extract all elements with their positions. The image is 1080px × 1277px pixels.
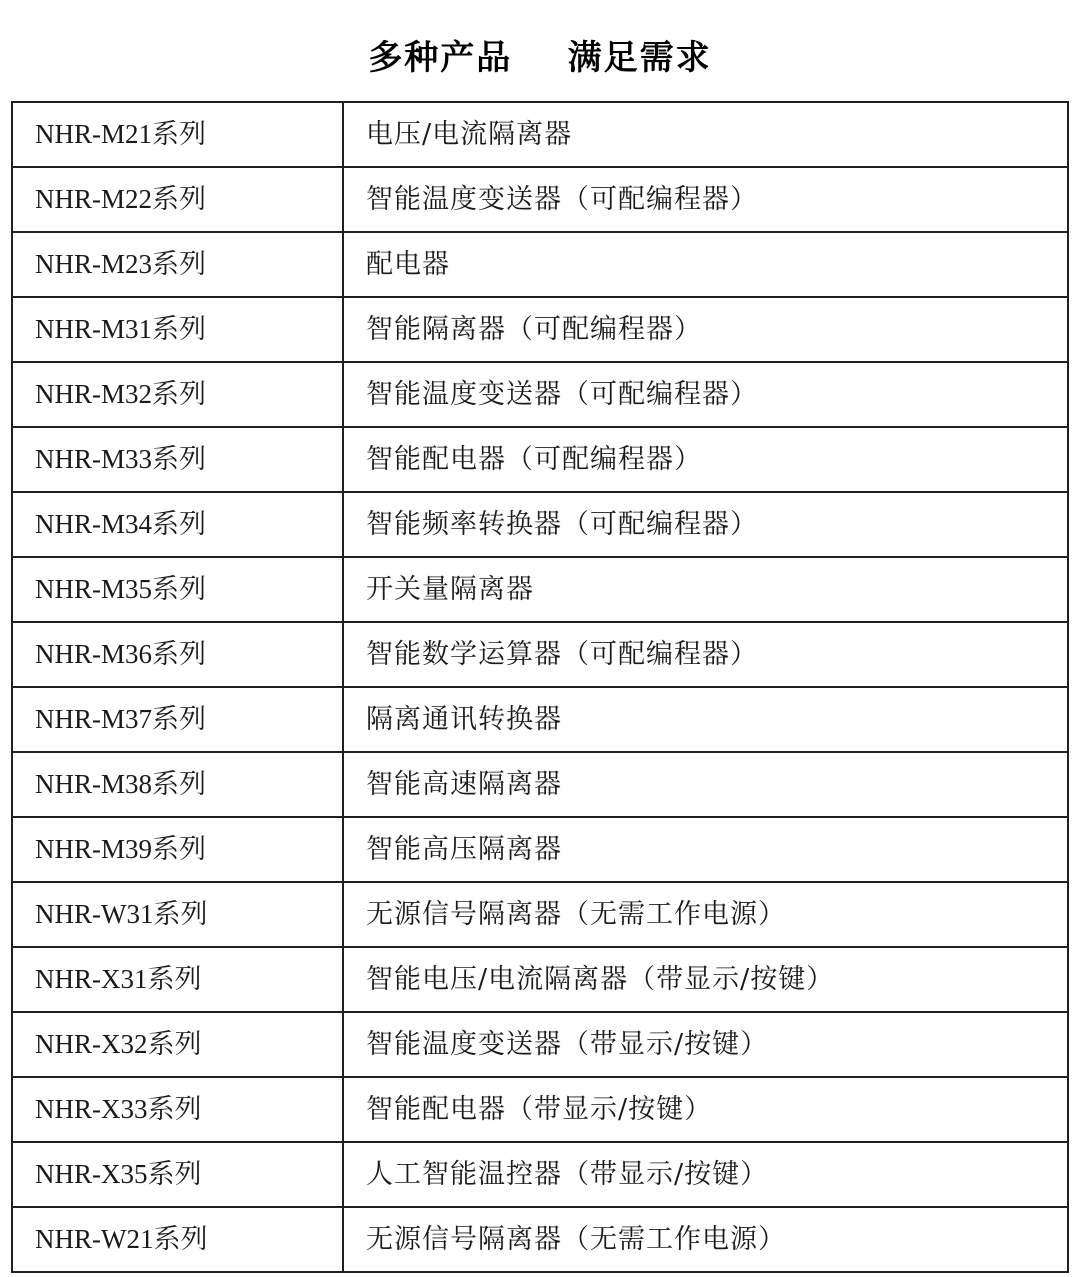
cell-model: NHR-M32系列	[12, 362, 343, 427]
table-row	[12, 1012, 1068, 1077]
cell-model: NHR-M23系列	[12, 232, 343, 297]
table-row	[12, 297, 1068, 362]
table-row	[12, 492, 1068, 557]
cell-description: 无源信号隔离器（无需工作电源）	[343, 882, 1068, 947]
cell-description: 智能温度变送器（带显示/按键）	[343, 1012, 1068, 1077]
product-table-body	[12, 102, 1068, 1272]
product-table	[11, 101, 1069, 1273]
table-row	[12, 817, 1068, 882]
table-row	[12, 752, 1068, 817]
cell-description: 智能温度变送器（可配编程器）	[343, 167, 1068, 232]
cell-model: NHR-X33系列	[12, 1077, 343, 1142]
cell-description: 智能高速隔离器	[343, 752, 1068, 817]
table-row	[12, 882, 1068, 947]
cell-model: NHR-M21系列	[12, 102, 343, 167]
cell-description: 配电器	[343, 232, 1068, 297]
cell-description: 隔离通讯转换器	[343, 687, 1068, 752]
table-row	[12, 687, 1068, 752]
table-row	[12, 1142, 1068, 1207]
cell-model: NHR-M31系列	[12, 297, 343, 362]
table-row	[12, 362, 1068, 427]
cell-description: 智能频率转换器（可配编程器）	[343, 492, 1068, 557]
table-row	[12, 1207, 1068, 1272]
cell-description: 人工智能温控器（带显示/按键）	[343, 1142, 1068, 1207]
cell-model: NHR-M37系列	[12, 687, 343, 752]
cell-description: 智能温度变送器（可配编程器）	[343, 362, 1068, 427]
cell-description: 开关量隔离器	[343, 557, 1068, 622]
table-row	[12, 557, 1068, 622]
table-row	[12, 947, 1068, 1012]
cell-description: 智能隔离器（可配编程器）	[343, 297, 1068, 362]
cell-model: NHR-M22系列	[12, 167, 343, 232]
cell-description: 智能配电器（可配编程器）	[343, 427, 1068, 492]
table-row	[12, 102, 1068, 167]
cell-description: 智能高压隔离器	[343, 817, 1068, 882]
cell-model: NHR-M39系列	[12, 817, 343, 882]
cell-model: NHR-M34系列	[12, 492, 343, 557]
cell-description: 智能数学运算器（可配编程器）	[343, 622, 1068, 687]
cell-model: NHR-X32系列	[12, 1012, 343, 1077]
table-row	[12, 427, 1068, 492]
table-row	[12, 1077, 1068, 1142]
cell-description: 智能配电器（带显示/按键）	[343, 1077, 1068, 1142]
cell-model: NHR-W31系列	[12, 882, 343, 947]
page-title: 多种产品 满足需求	[368, 38, 712, 78]
cell-model: NHR-X35系列	[12, 1142, 343, 1207]
table-row	[12, 622, 1068, 687]
cell-model: NHR-X31系列	[12, 947, 343, 1012]
cell-description: 智能电压/电流隔离器（带显示/按键）	[343, 947, 1068, 1012]
cell-model: NHR-M36系列	[12, 622, 343, 687]
cell-model: NHR-W21系列	[12, 1207, 343, 1272]
cell-model: NHR-M33系列	[12, 427, 343, 492]
cell-model: NHR-M35系列	[12, 557, 343, 622]
cell-description: 无源信号隔离器（无需工作电源）	[343, 1207, 1068, 1272]
table-row	[12, 232, 1068, 297]
cell-description: 电压/电流隔离器	[343, 102, 1068, 167]
cell-model: NHR-M38系列	[12, 752, 343, 817]
table-row	[12, 167, 1068, 232]
